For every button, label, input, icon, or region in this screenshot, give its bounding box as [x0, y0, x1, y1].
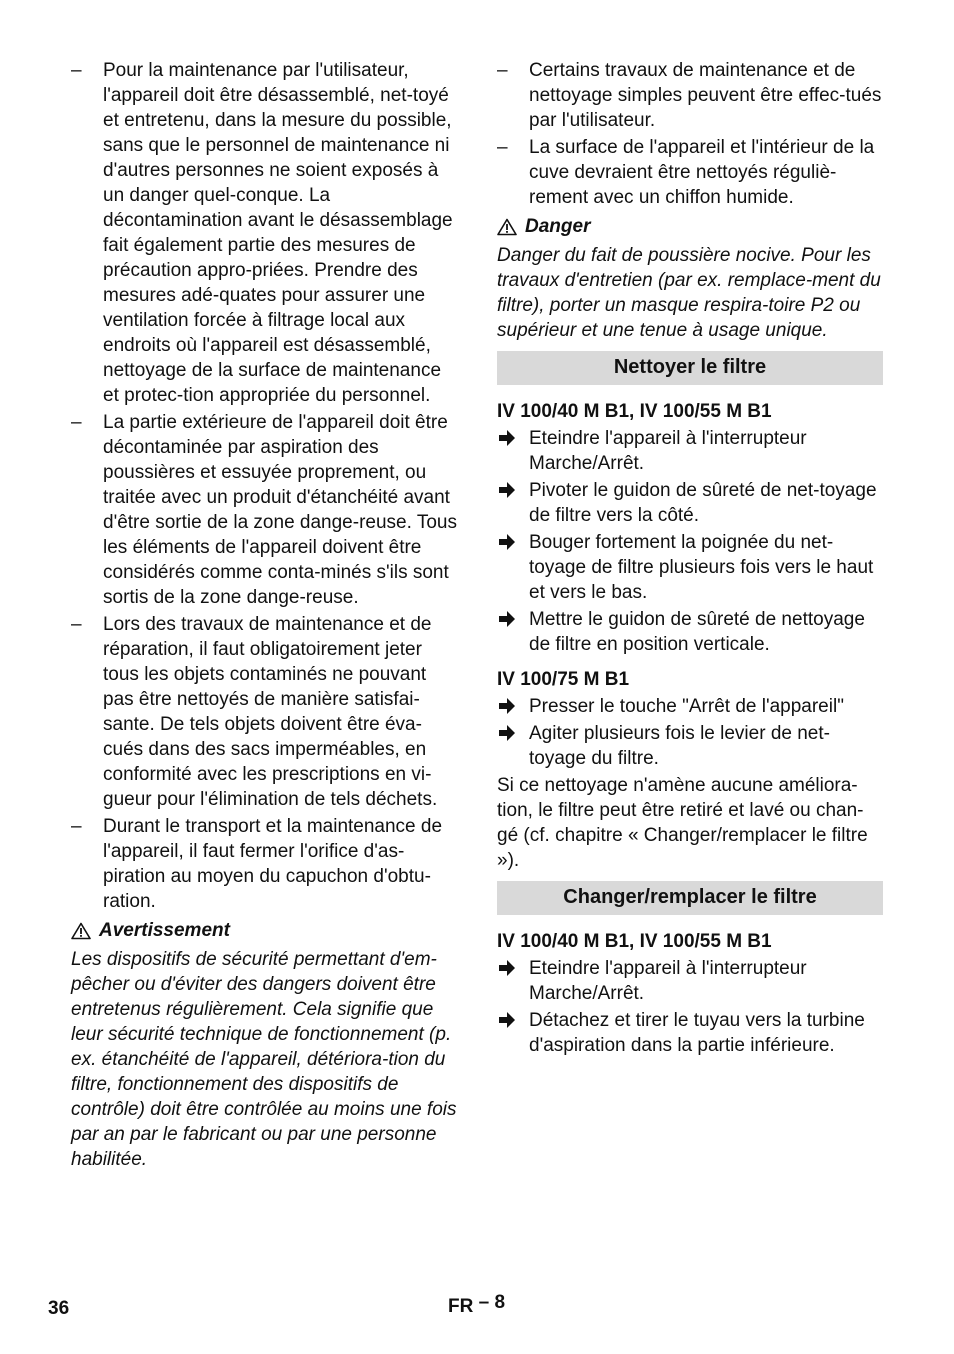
list-item-text: Durant le transport et la maintenance de l'appareil, il faut fermer l'orifice d'as-piration au moyen du capuchon d'obtu-ration.	[103, 816, 443, 912]
left-column	[71, 58, 460, 1172]
section-heading-clean-filter: Nettoyer le filtre	[497, 351, 883, 385]
arrow-right-icon	[497, 608, 517, 630]
arrow-right-icon	[497, 427, 517, 449]
list-item	[71, 58, 460, 408]
danger-text: Danger du fait de poussière nocive. Pour les travaux d'entretien (par ex. remplace-ment du filtre), porter un masque respira-toire P2 ou supérieur et une tenue à usage unique.	[497, 245, 881, 341]
dash-bullet: –	[71, 614, 82, 635]
section-page: – 8	[478, 1292, 506, 1313]
danger-title: Danger	[525, 216, 591, 237]
right-column	[497, 58, 883, 1060]
step-item	[497, 694, 883, 719]
step-text: Eteindre l'appareil à l'interrupteur Marche/Arrêt.	[529, 428, 807, 474]
dash-bullet: –	[71, 412, 82, 433]
list-item-text: Certains travaux de maintenance et de nettoyage simples peuvent être effec-tués par l'utilisateur.	[529, 60, 882, 131]
step-item	[497, 478, 883, 528]
warning-triangle-icon	[71, 922, 91, 940]
step-text: Presser le touche "Arrêt de l'appareil"	[529, 696, 844, 717]
model-subheading: IV 100/40 M B1, IV 100/55 M B1	[497, 931, 772, 952]
model-subheading: IV 100/40 M B1, IV 100/55 M B1	[497, 401, 772, 422]
step-item	[497, 721, 883, 771]
step-item	[497, 1008, 883, 1058]
list-item	[71, 410, 460, 610]
dash-bullet: –	[497, 60, 508, 81]
dash-bullet: –	[71, 816, 82, 837]
footer-label	[448, 1292, 506, 1318]
warning-triangle-icon	[497, 218, 517, 236]
arrow-right-icon	[497, 722, 517, 744]
arrow-right-icon	[497, 1009, 517, 1031]
warning-heading	[71, 918, 460, 943]
dash-bullet: –	[71, 60, 82, 81]
list-item-text: Lors des travaux de maintenance et de réparation, il faut obligatoirement jeter tous les objets contaminés ne pouvant pas être nettoyés de manière satisfai-sante. De tels objets doivent être éva-cués dans des sacs imperméables, en conformité avec les prescriptions en vi-gueur pour l'élimination de tels déchets.	[103, 614, 438, 810]
step-text: Eteindre l'appareil à l'interrupteur Marche/Arrêt.	[529, 958, 807, 1004]
danger-heading	[497, 214, 883, 239]
step-text: Détachez et tirer le tuyau vers la turbine d'aspiration dans la partie inférieure.	[529, 1010, 865, 1056]
arrow-right-icon	[497, 957, 517, 979]
step-text: Agiter plusieurs fois le levier de net-toyage du filtre.	[529, 723, 830, 769]
step-item	[497, 607, 883, 657]
model-subheading: IV 100/75 M B1	[497, 669, 630, 690]
list-item-text: Pour la maintenance par l'utilisateur, l'appareil doit être désassemblé, net-toyé et entretenu, dans la mesure du possible, sans que le personnel de maintenance ni d'autres personnes ne soient exposés à un danger quel-conque. La décontamination avant le désassemblage fait également partie des mesures de précaution appro-priées. Prendre des mesures adé-quates pour assurer une ventilation forcée à filtrage local aux endroits où l'appareil est désassemblé, nettoyage de la surface de maintenance et protec-tion appropriée du personnel.	[103, 60, 453, 406]
arrow-right-icon	[497, 531, 517, 553]
step-item	[497, 426, 883, 476]
list-item-text: La partie extérieure de l'appareil doit être décontaminée par aspiration des poussières et essuyée proprement, ou traitée avec un produit d'étanchéité avant d'être sortie de la zone dange-reuse. Tous les éléments de l'appareil doivent être considérés comme conta-minés s'ils sont sortis de la zone dange-reuse.	[103, 412, 457, 608]
page-number: 36	[48, 1298, 70, 1319]
step-item	[497, 530, 883, 605]
warning-title: Avertissement	[99, 920, 230, 941]
dash-bullet: –	[497, 137, 508, 158]
warning-text: Les dispositifs de sécurité permettant d'em-pêcher ou d'éviter des dangers doivent être entretenus régulièrement. Cela signifie que leur sécurité technique de fonctionnement (p. ex. étanchéité de l'appareil, détériora-tion du filtre, fonctionnement des dispositifs de contrôle) doit être contrôlée au moins une fois par an par le fabricant ou par une personne habilitée.	[71, 949, 457, 1170]
step-item	[497, 956, 883, 1006]
language-code: FR	[448, 1296, 474, 1317]
list-item	[71, 612, 460, 812]
step-text: Mettre le guidon de sûreté de nettoyage de filtre en position verticale.	[529, 609, 865, 655]
note-paragraph: Si ce nettoyage n'amène aucune améliora-tion, le filtre peut être retiré et lavé ou chan-gé (cf. chapitre « Changer/remplacer le filtre »).	[497, 775, 868, 871]
arrow-right-icon	[497, 695, 517, 717]
list-item	[71, 814, 460, 914]
section-heading-replace-filter: Changer/remplacer le filtre	[497, 881, 883, 915]
step-text: Bouger fortement la poignée du net-toyage de filtre plusieurs fois vers le haut et vers le bas.	[529, 532, 874, 603]
arrow-right-icon	[497, 479, 517, 501]
list-item	[497, 135, 883, 210]
list-item	[497, 58, 883, 133]
step-text: Pivoter le guidon de sûreté de net-toyage de filtre vers la côté.	[529, 480, 877, 526]
list-item-text: La surface de l'appareil et l'intérieur de la cuve devraient être nettoyés réguliè-rement avec un chiffon humide.	[529, 137, 875, 208]
